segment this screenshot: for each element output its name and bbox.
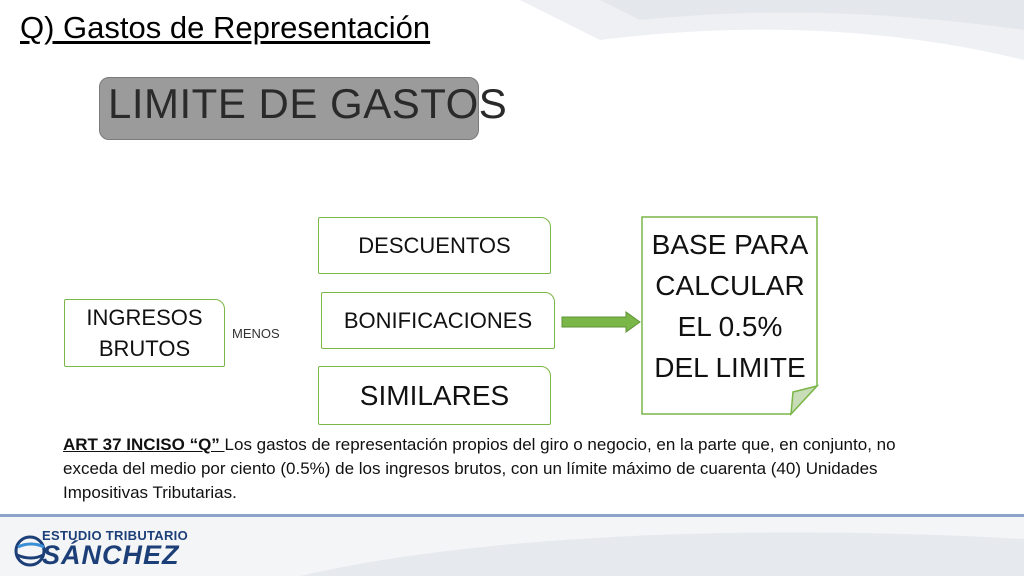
ingresos-line-2: BRUTOS bbox=[98, 336, 191, 361]
ingresos-brutos-box bbox=[64, 299, 225, 367]
logo-subtitle: ESTUDIO TRIBUTARIO bbox=[42, 528, 188, 543]
base-calculo-note bbox=[641, 216, 821, 416]
descuentos-box bbox=[318, 217, 551, 274]
article-reference: ART 37 INCISO “Q” bbox=[63, 435, 225, 454]
menos-operator-label: MENOS bbox=[232, 326, 280, 341]
base-line-1: BASE PARA bbox=[651, 229, 809, 260]
similares-box bbox=[318, 366, 551, 425]
logo-name: SÁNCHEZ bbox=[42, 540, 180, 570]
base-line-4: DEL LIMITE bbox=[654, 352, 806, 383]
article-body: Los gastos de representación propios del giro o negocio, en la parte que, en conjunto, no exceda del medio por ciento (0.5%) de los ingresos brutos, con un límite máximo de cuarenta (40) Unidades Impositivas Tributarias. bbox=[63, 435, 896, 502]
ingresos-line-1: INGRESOS bbox=[86, 305, 203, 330]
bonificaciones-label: BONIFICACIONES bbox=[343, 307, 533, 333]
right-arrow-icon bbox=[560, 311, 642, 333]
bonificaciones-box bbox=[321, 292, 555, 349]
similares-label: SIMILARES bbox=[359, 379, 510, 411]
article-paragraph bbox=[63, 433, 943, 505]
page-title: Q) Gastos de Representación bbox=[20, 10, 431, 45]
limit-box-label: LIMITE DE GASTOS bbox=[108, 80, 508, 127]
limit-box bbox=[99, 77, 508, 140]
descuentos-label: DESCUENTOS bbox=[358, 232, 511, 258]
base-line-3: EL 0.5% bbox=[677, 311, 783, 342]
base-line-2: CALCULAR bbox=[655, 270, 805, 301]
